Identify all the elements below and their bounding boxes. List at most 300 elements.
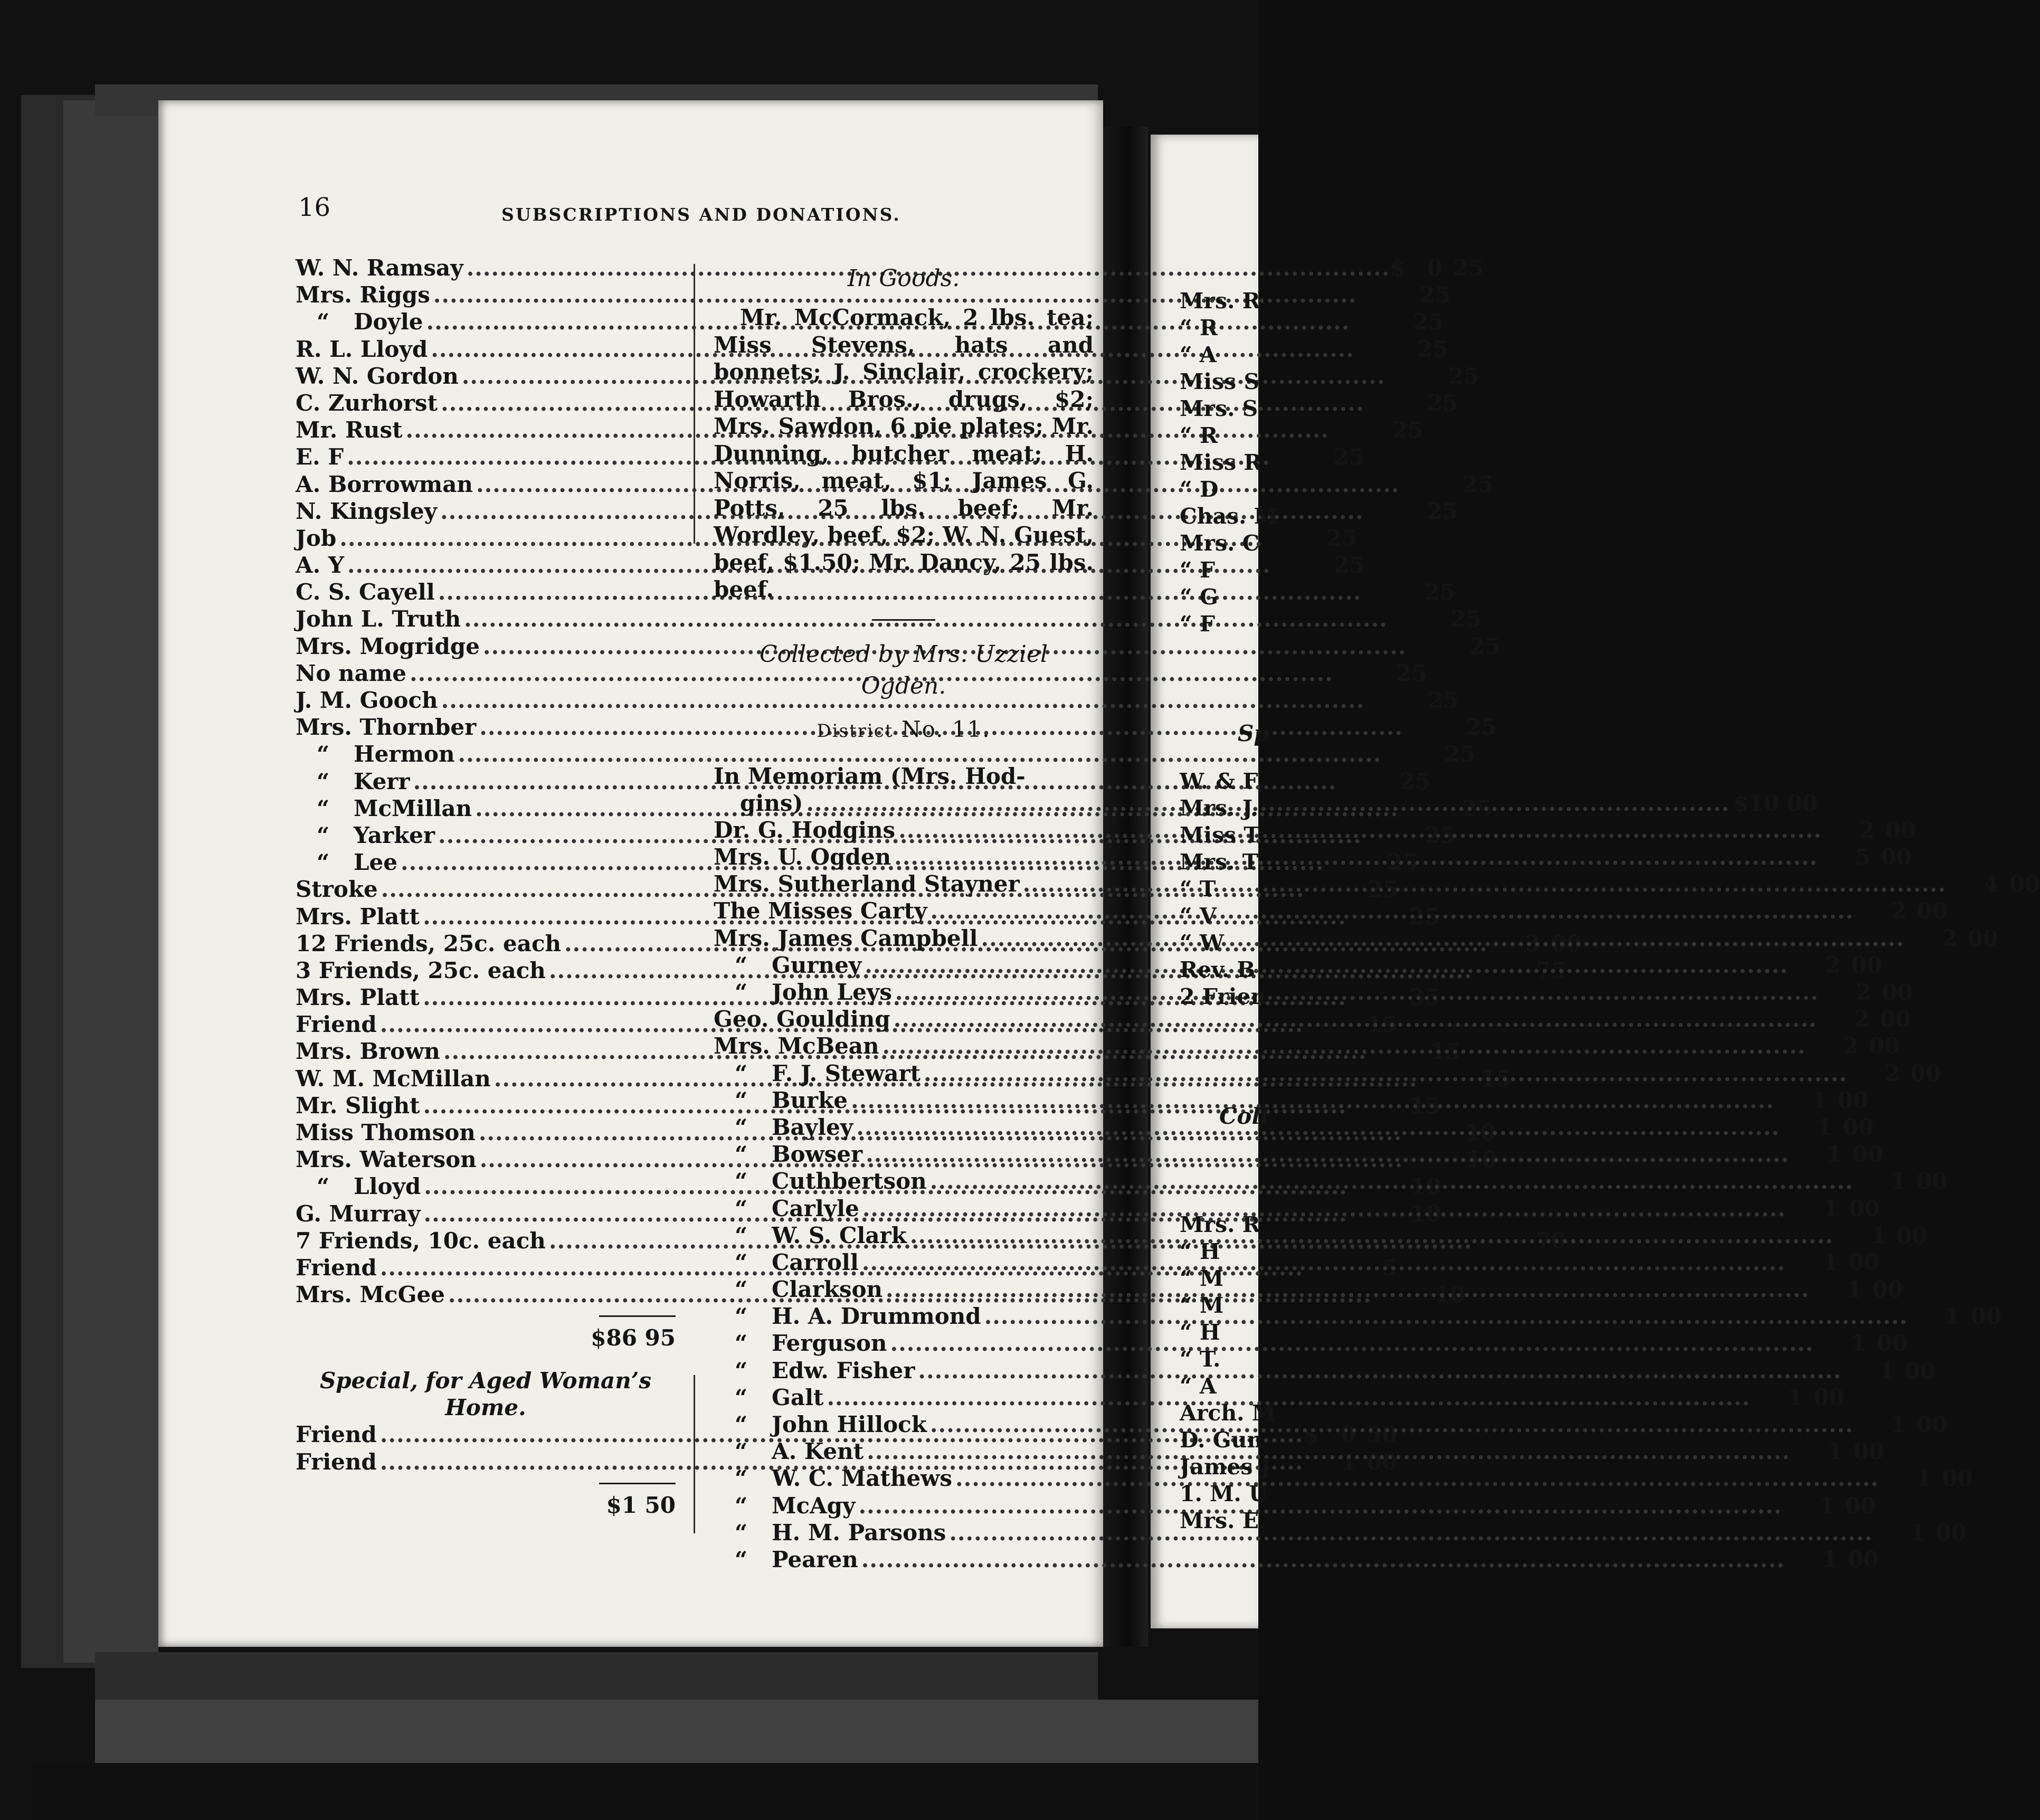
- entry-name: [714, 1411, 927, 1438]
- special-heading-line1: Special, for Aged Woman’s: [319, 1368, 652, 1394]
- entry-name: [714, 817, 895, 843]
- list-item: [296, 687, 1459, 714]
- entry-name-text: A. Borrowman: [296, 471, 473, 497]
- entry-name-text: John L. Truth: [296, 606, 461, 632]
- entry-name-text: W. N. Ramsay: [296, 255, 463, 281]
- entry-name: [296, 605, 461, 632]
- amount-cents: 25: [1399, 768, 1431, 794]
- entry-name: [714, 1141, 862, 1168]
- amount-cents: 25: [1419, 282, 1451, 308]
- entry-name-text: Bayley: [772, 1114, 853, 1140]
- amount-cents: 00: [1843, 1114, 1874, 1140]
- amount-cents: 00: [1910, 1060, 1941, 1086]
- leader-dots: [855, 1492, 1782, 1519]
- entry-name: [296, 714, 476, 741]
- leader-dots: [859, 1195, 1786, 1222]
- amount-cents: 00: [1916, 1168, 1948, 1195]
- amount-dollars: 1: [1910, 1519, 1925, 1546]
- facing-page-fragment: “ F: [1180, 611, 1215, 637]
- facing-page-fragment: W. & F: [1180, 769, 1258, 794]
- amount-cents: 25: [1450, 606, 1482, 632]
- entry-name-text: John Hillock: [772, 1411, 927, 1438]
- entry-name: [714, 843, 891, 870]
- amount-cents: 25: [1453, 255, 1484, 281]
- in-goods-text: Mr. McCormack, 2 lbs. tea; Miss Stevens, hats and bonnets; J. Sinclair, crockery; Howarth Bros., drugs, $2; Mrs. Sawdon, 6 pie plates; Mr. Dunning, butcher meat; H. Norris, meat, $1; James G. Potts, 25 lbs. beef; Mr. Wordley, beef, $2; W. N. Guest, beef, $1.50; Mr. Dancy, 25 lbs. beef.: [714, 305, 1094, 602]
- entry-name: [714, 1492, 855, 1519]
- entry-name: [296, 660, 406, 687]
- entry-name-text: Mrs. McBean: [714, 1033, 879, 1059]
- leader-dots: [891, 843, 1818, 870]
- facing-page-fragment: “ A: [1180, 342, 1217, 367]
- ditto-mark: “: [735, 1411, 748, 1438]
- amount-dollars: 5: [1855, 844, 1871, 870]
- facing-page-fragment: “ G: [1180, 584, 1218, 610]
- entry-name: [296, 281, 430, 308]
- amount-cents: 00: [2009, 871, 2040, 897]
- entry-name-text: Edw. Fisher: [772, 1357, 915, 1383]
- amount-dollars: 2: [1884, 1060, 1900, 1086]
- list-item: [714, 1249, 1880, 1276]
- entry-name: [296, 579, 435, 605]
- amount-cents: 00: [1942, 1465, 1973, 1492]
- entry-name-text: Kerr: [354, 768, 410, 794]
- ditto-mark: “: [735, 1303, 748, 1330]
- section-rule: [872, 619, 935, 621]
- amount-cents: 25: [1462, 795, 1493, 821]
- entry-name-text: Galt: [772, 1384, 824, 1410]
- leader-dots: [858, 1546, 1785, 1573]
- amount-cents: 25: [1424, 579, 1456, 605]
- amount-dollars: 1: [1945, 1303, 1961, 1330]
- facing-page-fragment: Mrs. J.: [1180, 795, 1259, 821]
- entry-name: [296, 525, 336, 552]
- leader-dots: [895, 817, 1822, 843]
- amount-cents: 25: [1427, 687, 1459, 713]
- entry-name-text: 12 Friends, 25c. each: [296, 930, 562, 956]
- facing-page-fragment: “ M: [1180, 1266, 1224, 1291]
- facing-page-fragment: Mrs. R: [1180, 1212, 1260, 1237]
- leader-dots: [803, 790, 1730, 817]
- ditto-mark: “: [735, 1465, 748, 1492]
- entry-name: [296, 254, 463, 281]
- ditto-mark: “: [735, 1492, 748, 1519]
- amount-cents: 25: [1409, 903, 1440, 930]
- ditto-mark: “: [317, 849, 330, 876]
- leader-dots: [981, 1303, 1908, 1330]
- amount-cents: 25: [1333, 444, 1364, 470]
- facing-page-fragment: “ W: [1180, 930, 1224, 955]
- entry-name-text: F. J. Stewart: [772, 1060, 921, 1086]
- ditto-mark: “: [317, 822, 330, 848]
- entry-name-text: Mrs. Waterson: [296, 1146, 477, 1173]
- district-number: No. 11.: [901, 716, 991, 742]
- entry-name-text: Geo. Goulding: [714, 1006, 890, 1032]
- amount-dollars: 1: [1891, 1168, 1906, 1195]
- entry-name: [714, 1006, 890, 1032]
- amount-dollars: 1: [1819, 1492, 1835, 1519]
- amount-cents: 00: [1885, 817, 1916, 843]
- amount-dollars: 1: [1817, 1114, 1833, 1140]
- ditto-mark: “: [735, 1195, 748, 1221]
- list-item: [714, 925, 1999, 952]
- entry-name-text: Mrs. Platt: [296, 903, 420, 930]
- facing-page-fragment: “ T: [1180, 876, 1216, 902]
- entry-name: [714, 1465, 952, 1492]
- entry-name: [714, 1060, 921, 1087]
- ditto-mark: “: [735, 1087, 748, 1113]
- leader-dots: [883, 1276, 1809, 1303]
- facing-page-fragment: Mrs. C: [1180, 530, 1260, 556]
- amount-cents: 00: [1551, 930, 1582, 956]
- amount-cents: 25: [1412, 309, 1444, 335]
- list-item: [296, 605, 1482, 632]
- amount-cents: 5: [1382, 1254, 1398, 1281]
- amount-cents: 00: [1970, 1303, 2002, 1330]
- list-item: [714, 1546, 1879, 1573]
- entry-name: [296, 876, 378, 903]
- entry-name-text: 7 Friends, 10c. each: [296, 1227, 546, 1254]
- amount-cents: 25: [1463, 471, 1494, 497]
- amount-dollars: 1: [1823, 1249, 1838, 1275]
- ditto-mark: “: [735, 1114, 748, 1140]
- facing-page-fragment: “ T.: [1180, 1347, 1221, 1372]
- leader-dots: [887, 1330, 1814, 1357]
- entry-name: [714, 1438, 864, 1465]
- district-word: District: [817, 720, 894, 742]
- amount-cents: 00: [1967, 925, 1999, 951]
- amount-dollars: 1: [1878, 1357, 1895, 1383]
- list-item: [296, 308, 1444, 335]
- entry-name-text: C. S. Cayell: [296, 579, 435, 605]
- entry-name: [714, 1195, 859, 1222]
- amount-cents: 15: [1481, 1065, 1512, 1092]
- amount-cents: 10: [1466, 1146, 1497, 1173]
- amount-cents: 25: [1396, 660, 1427, 686]
- facing-page-fragment: Miss T: [1180, 822, 1260, 848]
- entry-name: [296, 741, 455, 767]
- amount-dollars: 1: [1851, 1330, 1867, 1357]
- amount-cents: 70: [1535, 1227, 1567, 1254]
- amount-cents: 25: [1466, 714, 1497, 741]
- amount-dollars: 1: [1827, 1438, 1843, 1465]
- entry-name: [296, 1038, 440, 1065]
- entry-name: [296, 1421, 377, 1448]
- special-heading: [296, 1367, 676, 1421]
- entry-name: [296, 336, 428, 363]
- ditto-mark: “: [735, 979, 748, 1006]
- ditto-mark: “: [735, 1276, 748, 1303]
- entry-name: [714, 1222, 907, 1249]
- entry-name-text: Burke: [772, 1087, 848, 1113]
- list-item: [296, 660, 1427, 687]
- entry-name: [296, 390, 438, 416]
- entry-name-text: Pearen: [772, 1546, 858, 1572]
- amount-cents: 15: [1430, 1038, 1461, 1065]
- leader-dots: [1020, 870, 1947, 897]
- amount-cents: 25: [1425, 822, 1456, 848]
- running-head: SUBSCRIPTIONS AND DONATIONS.: [501, 204, 901, 225]
- ditto-mark: “: [317, 309, 330, 335]
- leader-dots: [823, 1384, 1750, 1411]
- entry-name: [714, 1384, 823, 1411]
- amount-cents: 25: [1444, 741, 1476, 767]
- entry-name: [714, 1276, 883, 1303]
- entry-name-text: A. Kent: [772, 1438, 864, 1465]
- amount-cents: 00: [1837, 1087, 1868, 1113]
- entry-name-text: W. C. Mathews: [772, 1465, 952, 1492]
- entry-name: [714, 1519, 946, 1546]
- entry-name-text: Ferguson: [772, 1330, 887, 1357]
- entry-name-text: H. A. Drummond: [772, 1303, 981, 1330]
- leader-dots: [862, 1141, 1789, 1168]
- leader-dots: [927, 1411, 1854, 1438]
- entry-name-text: Yarker: [354, 822, 435, 848]
- facing-page-italic-heading: Sp: [1238, 721, 1269, 746]
- entry-name: [296, 1119, 476, 1146]
- ditto-mark: “: [317, 795, 330, 821]
- amount-dollars: 2: [1854, 1006, 1870, 1032]
- ditto-mark: “: [735, 1357, 748, 1383]
- leader-dots: [879, 1032, 1806, 1059]
- list-item: [296, 552, 1365, 579]
- facing-page-fragment: “ D: [1180, 477, 1219, 502]
- amount-cents: 10: [1410, 1173, 1441, 1200]
- entry-name: [296, 416, 403, 443]
- amount-cents: 10: [1435, 1282, 1466, 1308]
- facing-page-fragment: “ H: [1180, 1239, 1220, 1264]
- entry-name-text: Gurney: [772, 952, 862, 978]
- ditto-mark: “: [735, 1222, 748, 1248]
- list-item: [296, 471, 1494, 498]
- entry-name: [714, 952, 861, 979]
- ditto-mark: “: [735, 1330, 748, 1357]
- ditto-mark: “: [735, 1060, 748, 1086]
- list-item: [714, 1195, 1880, 1222]
- district-heading: [714, 714, 1094, 747]
- entry-name: [296, 633, 480, 660]
- dollar-sign: $: [1390, 255, 1406, 281]
- facing-page-fragment: “ R: [1180, 315, 1218, 340]
- amount-cents: 00: [1882, 979, 1913, 1006]
- entry-name: [296, 1173, 421, 1200]
- entry-name-text: R. L. Lloyd: [296, 336, 428, 362]
- facing-page-fragment: “ M: [1180, 1293, 1224, 1318]
- amount-dollars: 1: [1822, 1546, 1838, 1572]
- entry-name: [296, 957, 546, 984]
- entry-name-text: Carlyle: [772, 1195, 859, 1221]
- leader-dots: [861, 952, 1788, 979]
- entry-name: [296, 849, 397, 876]
- entry-name: [714, 1546, 858, 1573]
- entry-name-text: A. Y: [296, 552, 344, 579]
- entry-name-text: W. S. Clark: [772, 1222, 907, 1248]
- ditto-mark: “: [317, 768, 330, 794]
- leader-dots: [853, 1114, 1780, 1141]
- entry-name: [296, 903, 420, 930]
- amount-cents: 00: [1852, 1141, 1883, 1168]
- facing-page-fragment: Rev. B: [1180, 957, 1256, 982]
- entry-name-text: W. M. McMillan: [296, 1065, 491, 1092]
- entry-name: [296, 1448, 377, 1475]
- amount-cents: 10: [1465, 1120, 1496, 1145]
- list-item: [714, 1168, 1948, 1195]
- ditto-mark: “: [317, 1173, 330, 1200]
- amount-cents: 75: [1535, 957, 1567, 983]
- entry-name-text: No name: [296, 660, 406, 686]
- entry-name-text: Hermon: [354, 741, 455, 767]
- entry-name: [296, 552, 344, 579]
- entry-name: [714, 925, 978, 952]
- entry-name-text: Clarkson: [772, 1276, 883, 1303]
- leader-dots: [915, 1357, 1842, 1384]
- amount-dollars: 1: [1811, 1087, 1827, 1113]
- list-item: [714, 1141, 1883, 1168]
- amount-dollars: 1: [1891, 1411, 1906, 1438]
- entry-name: [714, 979, 892, 1006]
- entry-name-text: C. Zurhorst: [296, 390, 438, 416]
- facing-page-fragment: Mrs. E.: [1180, 1508, 1267, 1533]
- entry-name-text: H. M. Parsons: [772, 1519, 946, 1546]
- entry-name-text: Mrs. James Campbell: [714, 925, 978, 951]
- amount-dollars: 1: [1916, 1465, 1932, 1492]
- entry-name: [714, 897, 927, 924]
- entry-name: [296, 1146, 477, 1173]
- facing-page-fragment: Mrs. S: [1180, 396, 1258, 421]
- list-item: [714, 1276, 1903, 1303]
- entry-name-text: Lloyd: [354, 1173, 421, 1200]
- leader-dots: [890, 1006, 1817, 1032]
- amount-dollars: 0: [1341, 1421, 1356, 1448]
- amount-cents: 00: [1935, 1519, 1967, 1546]
- amount-cents: 00: [1813, 1384, 1845, 1410]
- leader-dots: [907, 1222, 1834, 1249]
- entry-name: [714, 1357, 915, 1384]
- entry-name: [296, 1254, 377, 1281]
- amount-cents: 00: [1849, 1195, 1880, 1221]
- entry-name: [714, 1249, 859, 1276]
- amount-dollars: 2: [1825, 952, 1841, 978]
- amount-cents: 00: [1916, 1411, 1948, 1438]
- entry-name: [296, 1092, 420, 1119]
- entry-name-text: N. Kingsley: [296, 498, 438, 524]
- amount-cents: 50: [1367, 1421, 1398, 1448]
- facing-page-fragment: Chas. M: [1180, 504, 1278, 529]
- entry-name: [714, 1032, 879, 1059]
- list-item: [714, 1303, 2002, 1330]
- entry-name-text: J. M. Gooch: [296, 687, 438, 713]
- page-number: 16: [298, 193, 331, 222]
- amount-dollars: 2: [1859, 817, 1875, 843]
- entry-name: [714, 1168, 927, 1195]
- list-item: [714, 1357, 1936, 1384]
- list-item: [296, 416, 1424, 443]
- amount-dollars: 2: [1941, 925, 1958, 951]
- entry-name-text: McAgy: [772, 1492, 856, 1519]
- entry-name: [296, 930, 561, 957]
- entry-name-text: Carroll: [772, 1249, 859, 1275]
- facing-page-fragment: Miss S: [1180, 369, 1260, 394]
- amount-cents: 10: [1410, 1200, 1441, 1227]
- ditto-mark: “: [735, 1546, 748, 1572]
- ditto-mark: “: [735, 1141, 748, 1168]
- amount-dollars: 1: [1826, 1141, 1842, 1168]
- amount-cents: 00: [1848, 1546, 1879, 1572]
- entry-name-text: Bowser: [772, 1141, 863, 1168]
- amount-cents: 25: [1427, 390, 1458, 416]
- amount-cents: 00: [1896, 1222, 1928, 1248]
- special-sum-rule: [599, 1483, 676, 1484]
- amount-dollars: 1: [1341, 1448, 1356, 1475]
- facing-page-fragment: “ H: [1180, 1320, 1220, 1345]
- amount-cents: 00: [1876, 1330, 1908, 1357]
- entry-name: [296, 1227, 546, 1254]
- entry-name: [296, 498, 437, 525]
- entry-name: [296, 984, 420, 1011]
- amount-cents: 00: [1868, 1033, 1900, 1059]
- entry-name: [296, 822, 435, 849]
- entry-name-text: Friend: [296, 1421, 377, 1448]
- entry-name: [296, 768, 410, 795]
- list-item: [296, 336, 1448, 363]
- facing-page-fragment: “ R: [1180, 423, 1218, 448]
- list-item: [714, 1384, 1845, 1411]
- entry-name: [714, 870, 1020, 897]
- entry-name-text: Lee: [354, 849, 397, 876]
- amount-dollars: 1: [1787, 1384, 1804, 1410]
- special-total: $1 50: [606, 1492, 676, 1518]
- amount-cents: 00: [1853, 1438, 1884, 1465]
- facing-page-fragment: Mrs. T: [1180, 849, 1259, 875]
- entry-name-text: Job: [296, 525, 337, 551]
- leader-dots: [952, 1465, 1879, 1492]
- ditto-mark: “: [317, 741, 330, 767]
- amount-cents: 25: [1367, 876, 1399, 903]
- amount-cents: 00: [1904, 1357, 1936, 1383]
- entry-name: [296, 1200, 421, 1227]
- entry-name-text: Mrs. Thornber: [296, 714, 477, 741]
- left-total: $86 95: [591, 1325, 676, 1351]
- amount-cents: 00: [1872, 1276, 1903, 1303]
- entry-name-text: Mrs. McGee: [296, 1282, 445, 1308]
- amount-cents: 00: [1845, 1492, 1876, 1519]
- amount-cents: 35: [1409, 984, 1440, 1011]
- entry-name-text: Mrs. Riggs: [296, 282, 430, 308]
- amount-dollars: 2: [1843, 1033, 1859, 1059]
- dollar-sign: $: [1303, 1421, 1319, 1448]
- amount-dollars: 1: [1846, 1276, 1862, 1303]
- amount-dollars: 0: [1427, 255, 1443, 281]
- entry-name: [714, 1114, 853, 1141]
- amount-dollars: 2: [1891, 898, 1907, 924]
- leader-dots: [978, 925, 1904, 952]
- entry-name-text: Mrs. Sutherland Stayner: [714, 871, 1020, 897]
- memoriam-amount: $10 00: [1733, 790, 1818, 816]
- amount-cents: 25: [1334, 552, 1365, 579]
- entry-name-text: E. F: [296, 444, 344, 470]
- entry-name-text: The Misses Carty: [714, 898, 927, 924]
- facing-page-fragment: D. Gun: [1180, 1427, 1263, 1453]
- list-item: [296, 281, 1451, 308]
- entry-name-text: Mr. Slight: [296, 1092, 420, 1118]
- amount-cents: 25: [1469, 633, 1501, 659]
- entry-name-text: Dr. G. Hodgins: [714, 817, 896, 843]
- entry-name: [296, 471, 473, 498]
- amount-dollars: 4: [1984, 871, 1999, 897]
- amount-cents: 00: [1881, 844, 1912, 870]
- amount-cents: 00: [1848, 1249, 1880, 1275]
- entry-name-text: 3 Friends, 25c. each: [296, 957, 546, 983]
- entry-name-text: John Leys: [772, 979, 892, 1006]
